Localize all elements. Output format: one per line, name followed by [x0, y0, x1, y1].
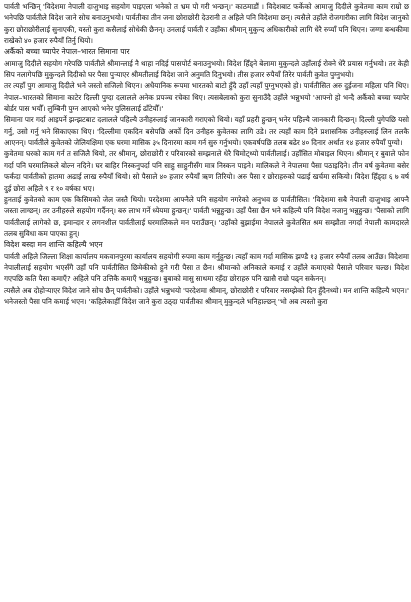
section-border-crossing: [4, 46, 409, 239]
section-heading: विदेश बस्दा मन शान्ति कहिल्यै भएन: [4, 240, 103, 250]
section-paragraph: कुवेतमा घरको काम गर्न त सजिलै थियो, तर श्रीमान्, छोराछोरी र परिवारको सम्झनाले धेरै चिमोट्थ्यो पार्वतीलाई। उहाँसित मोबाइल थिएन। श्रीमान् र बुवाले फोन गर्दा पनि घरमालिकले बोल्न नदिने। घर बाहिर निस्कनुपर्दा पनि साहु साहुनीसँग मात्र निस्कन पाइने। मालिकले ने नेपालमा पैसा पठाइदिने। तीन वर्ष कुवेतमा बसेर फर्कंदा पार्वतीको हातमा अढाई लाख रुपैयाँ थियो। सो पैसाले ४० हजार रुपैयाँ ऋण तिरियो। अरु पैसा र छोराहरुको पढाई खर्चमा सकियो। विदेश हिँड्दा ६ ७ वर्ष दुई छोरा अहिले ९ र १० वर्षका भए।: [4, 149, 409, 193]
section-paragraph: आमाजु दिदीले सहयोग गरेपछि पार्वतीले श्रीमान्लाई नै थाहा नदिई पासपोर्ट बनाउनुभयो। विदेश हिँड्ने बेलामा मुकुन्दले उहाँलाई रोक्ने धेरै प्रयास गर्नुभयो। तर केही सिप नलागेपछि मुकुन्दले दिदीको घर पैसा पुऱ्याएर श्रीमतीलाई विदेश जाने अनुमति दिनुभयो। तीस हजार रुपैयाँ तिरेर पार्वती कुवेत पुग्नुभयो।: [4, 58, 409, 80]
section-paragraph: त्यसैले अब दोहोऱ्याएर विदेश जाने सोच छैन् पार्वतीको। उहाँले भन्नुभयो 'परदेशमा श्रीमान्, छोराछोरी र परिवार नसम्झेको दिन हुँदैनथ्यो। मन शान्ति कहिल्यै भएन।' भनेजस्तो पैसा पनि कमाई भएन। 'कहिलेकाहीँ विदेश जाने कुरा उठ्दा पार्वतीका श्रीमान् मुकुन्दले भनिहाल्छन् 'भो अब त्यस्तो कुरा: [4, 285, 409, 306]
intro-paragraph: पार्वती भन्छिन् 'विदेशमा नेपाली दाजुभाइ सहयोग पाइएला भनेको त भ्रम पो गरी भन्छन्।' काठमाडौं । विदेशबाट फर्केको आमाजु दिदीले कुवेतमा काम राम्रो छ भनेपछि पार्वतीले विदेश जाने सोच बनाउनुभयो। पार्वतीका तीन जना छोराछोरी देउरानी त अहिले पनि विदेशमा छन्। त्यसैले उहाँले रोजगारीका लागि विदेश जानुको कुरा छोराछोरीलाई सुनाएकी, यस्तो कुरा कसैलाई सोधेकी छैनन्। उनलाई पार्वती र उहाँका श्रीमान् मुकुन्द अधिकारीको लागि धेरै रुप्याँ पनि थिएन। जग्गा बन्धकीमा राखेको ४० हजार रुपैयाँ तिर्नु थियो।: [4, 2, 409, 46]
intro: [4, 1, 409, 46]
section-paragraph: तर त्यहाँ पुग आमाजु दिदीले भने जस्तो सजिलो थिएन। अधैयानिक रूपमा भारतको बाटो हुँदै उहाँ त्यहाँ पुग्नुभएको हो। पार्वतीसित अरु दुईजना महिला पनि थिए। नेपाल–भारतको सिमाना काटेर दिल्ली पुग्दा दलालले अनेक प्रपञ्च रचेका थिए। त्यसबेलाको कुरा सुनाउँदै उहाँले भन्नुभयो 'आफ्नो हो भन्दै अर्कैको बच्चा च्यापेर बोर्डर पास भयौँ। लुम्बिनी पुग्न आएको भनेर पुलिसलाई ढाँटेयौँ।': [4, 81, 409, 114]
section-paragraph: पार्वती अहिले जिल्ला शिक्षा कार्यालय मकवानपुरमा कार्यालय सहयोगी रुपमा काम गर्नुहुन्छ। त्यहाँ काम गर्दा मासिक झण्डै १३ हजार रुपैयाँ तलब आउँछ। विदेशमा नेपालीलाई सहयोग भएसँगै उहाँ पनि पार्वतीसित छिमेकीको हुने गरी पैसा त छैन। श्रीमान्को अनिकाले कमाई र उहाँले कमाएको पैसाले परिवार चल्छ। विदेश गएपछि कति पैसा कमाएँ? अहिले पनि उत्तिकै कमाएँ भन्नुहुन्छ। बुबाको मासु साथमा रहँदा छोराहरु पनि खासै राम्रो पढ्न सकेनन्।: [4, 251, 409, 284]
section-heading: अर्कैको बच्चा च्यापेर नेपाल–भारत सिमाना पार: [4, 47, 130, 57]
section-no-peace-abroad: [4, 239, 409, 307]
section-paragraph: हुनताई कुवेतको काम एक किसिमको जेल जस्तै थियो। परदेशमा आफ्नैले पनि सहयोग नगरेको अनुभव छ पार्वतीसित। 'विदेशमा सबै नेपाली दाजुभाइ आफ्नै जस्ता लाग्छन्। तर उनीहरुले सहयोग गर्दैनन्। बरु लाभ गर्ने ध्येयमा हुन्छन्।' पार्वती भन्नुहुन्छ। उहाँ पैसा छैन भने कहिल्यै पनि विदेश नजानु भन्नुहुन्छ। 'पैसाको लागि पार्वतीलाई लागेको छ, इमान्दार र लगनशील पार्वतीलाई घरमालिकले मन पराउँछन्। 'उहाँको बुझाईमा नेपालले कुवेतसित श्रम सम्झौता नगर्दा नेपाली कामदारले तलब सुविधा कम पाएका हुन्।: [4, 194, 409, 238]
section-paragraph: सिमाना पार गर्दा आइपर्ने झन्झटबाट दलालले पहिल्यै उनीहरुलाई जानकारी गराएको थियो। यहाँ प्रहरी हुन्छन् भनेर पहिल्यै जानकारी दिन्छन्। दिल्ली पुगेपछि यसो गर्नु, उसो गर्नु भने सिकाएका थिए। 'दिल्लीमा एकदिन बसेपछि अर्को दिन उनीहरु कुवेतका लागि उडे। तर त्यहाँ काम दिने प्रशासनिक उनीहरुलाई लिन तलकै आएनन्। पार्वतीले कुवेतको जेलियक्षिमा एक घरमा मासिक ३५ दिनारमा काम गर्न सुरु गर्नुभयो। एकवर्षपछि तलब बढेर ४० दिनार अर्थात १४ हजार रुपैयाँ पुग्यो।: [4, 115, 409, 148]
